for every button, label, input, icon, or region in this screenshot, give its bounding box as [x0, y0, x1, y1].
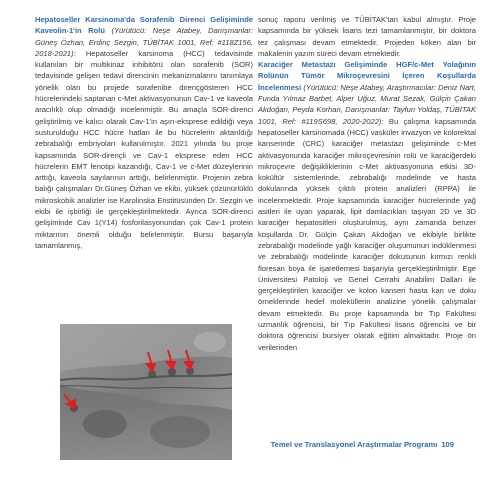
left-paragraph — [35, 14, 253, 251]
left-column — [35, 14, 253, 251]
page-footer — [271, 440, 454, 449]
footer-program-label: Temel ve Translasyonel Araştırmalar Programı — [270, 440, 438, 449]
project-credits-liver: (Yürütücü: Neşe Atabey, Araştırmacılar: Deniz Nart, Funda Yılmaz Barbet, Alper Uğuz, Murat Sezak, Gülçin Çakan Akdoğan, Peyda Korhan, Danışmanlar: Tayfun Yoldaş, TÜBİTAK 1001, Ref: #119S698, 2020-2022): — [258, 82, 476, 126]
page-number: 109 — [441, 440, 454, 449]
section-title-caveolin: Hepatoseller Karsinoma'da Sorafenib Direnci Gelişiminde Kaveolin-1'in Rolü — [35, 15, 253, 36]
right-column — [258, 14, 476, 353]
right-paragraph-1: sonuç raporu verilmiş ve TÜBİTAK'tan kabul almıştır. Proje kapsamında bir yüksek lisans tezi tamamlanmıştır, bir doktora tez çalışması devam etmektedir. Projeden köken alan bir makalenin yazım süreci devam etmektedir. — [258, 15, 476, 58]
right-paragraph-2 — [258, 59, 476, 353]
body-text-caveolin: Hepatoseller karsinoma (HCC) tedavisinde kullanılan bir multikinaz inhibitörü olan sorafenib (SOR) tedavisinde gelişen tedavi direncinin mekanizmalarını tanımlaya yönelik olan bu projede sorafenibe dirençgösteren HCC hücrelerindeki saptanan c-Met aktivasyonunun Cav-1 ve kaveola aracılıklı olup olmadığı incelenmiştir. Bu amaçla SOR-direnci geliştirilmiş ve kalıcı olarak Cav-1'in aşırı-eksprese edildiği veya susturulduğu HCC hücre hatları ile bu hücrelerin aktarıldığı zebrabalığı embriyoları kullanılmıştır. 2021 yılında bu proje kapsamında SOR-dirençli ve Cav-1 eksprese eden HCC hücrelerin EMT fenotipi kazandığı, Cav-1 ve c-Met düzeylerinin arttığı, kaveola sayılarının arttığı, belirlenmiştir. Projenin zebra balığı çalışmaları Dr.Güneş Özhan ve ekibi, yüksek çözünürlüklü mikroskobik analizler ise Karolinska Enstitüsünden Dr. Sezgin ve ekibi ile işbirliği ile gerçekleştirilmektedir. Ayrıca SOR-direnci gelişiminde Cav 1(Y14) fosforilasyonundan çok Cav-1 protein miktarının önemli olduğu belirlenmiştir. Bursu başarıyla tamamlanmış, — [35, 48, 253, 250]
section-title-liver-metastasis: Karaciğer Metastazı Gelişiminde HGF/c-Met Yolağının Rolünün Tümör Mikroçevresini İçeren Koşullarda İncelenmesi — [258, 60, 476, 92]
project-credits-caveolin: (Yürütücü: Neşe Atabey, Danışmanlar: Güneş Özhan, Erdinç Sezgin, TÜBİTAK 1001, Ref: #118Z156, 2018-2021): — [35, 26, 253, 58]
microscopy-figure — [60, 324, 232, 460]
microscopy-image — [60, 324, 232, 460]
body-text-liver: Bu çalışma kapsamında hepatoseller karsinomada (HCC) vasküler invazyon ve kolorektal kanserinde (CRC) karaciğer metastazı gelişiminde c-Met aktivasyonunda karaciğer mikroçevresinin rolü ve karaciğerdeki mikroçevre değişikliklerinin c-Met aktivasyonuna etkisi 3D-kokültür sistemlerinde, zebrabalığı modelinde ve hasta dokularında yüksek çıktılı protein analizleri (RPPA) ile incelenmektedir. Proje kapsamında karaciğer hücrelerinde yağ asitleri ile uyarı yaparak, lipit damlacıkları taşıyan 2D ve 3D karaciğer hepatositleri oluşturulmuş, aynı zamanda benzer koşullarda Dr. Gülçin Çakan Akdoğan ve ekibiyle birlikte zebrabalığı modelinde yağlı karaciğer oluşumunun indüklenmesi ve zebrabalığı modelinde karaciğer dokusunun kırmızı renkli floresan boya ile işaretlemesi başarıyla gerçekleştirilmiştir. Ege Üniversitesi Patoloji ve Genel Cerrahi Anabilim Dalları ile gerçekleştirilen karaciğer ve kolon kanseri hasta kan ve doku örneklerinde hedef moleküllerin analizine yönelik çalışmalar devam etmektedir. Bu proje kapsamında bir Tıp Fakültesi uzmanlık öğrencisi, bir Tıp Fakültesi lisans öğrencisi ve bir doktora öğrencisi bursiyer olarak eğitim almaktadır. Proje ön verilerinden — [258, 116, 477, 352]
